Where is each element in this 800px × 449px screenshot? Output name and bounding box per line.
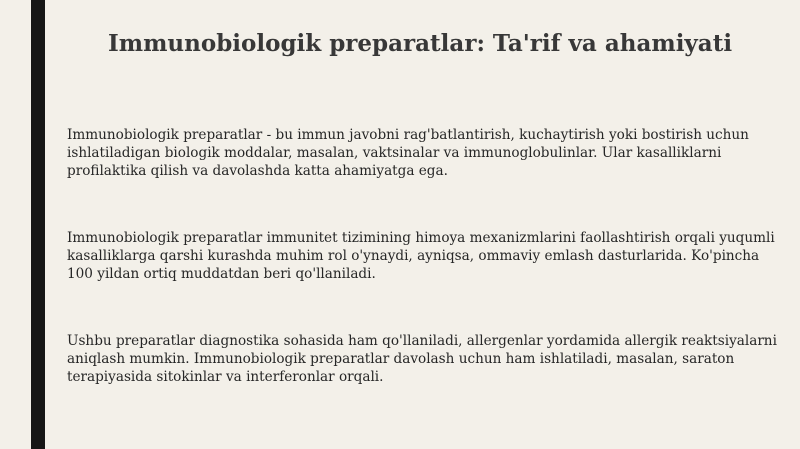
paragraph-definition: Immunobiologik preparatlar - bu immun javobni rag'batlantirish, kuchaytirish yoki bostirish uchun ishlatiladigan biologik moddalar, masalan, vaktsinalar va immunoglobulinlar. Ular kasalliklarni profilaktika qilish va davolashda katta ahamiyatga ega. xyxy=(67,127,749,179)
left-accent-bar xyxy=(31,0,45,449)
paragraph-immunity-role: Immunobiologik preparatlar immunitet tizimining himoya mexanizmlarini faollashtirish orqali yuqumli kasalliklarga qarshi kurashda muhim rol o'ynaydi, ayniqsa, ommaviy emlash dasturlarida. Ko'pincha 100 yildan ortiq muddatdan beri qo'llaniladi. xyxy=(67,230,775,282)
slide-title: Immunobiologik preparatlar: Ta'rif va ahamiyati xyxy=(108,30,733,57)
paragraph-diagnostics: Ushbu preparatlar diagnostika sohasida ham qo'llaniladi, allergenlar yordamida allergik reaktsiyalarni aniqlash mumkin. Immunobiologik preparatlar davolash uchun ham ishlatiladi, masalan, saraton terapiyasida sitokinlar va interferonlar orqali. xyxy=(67,333,777,385)
